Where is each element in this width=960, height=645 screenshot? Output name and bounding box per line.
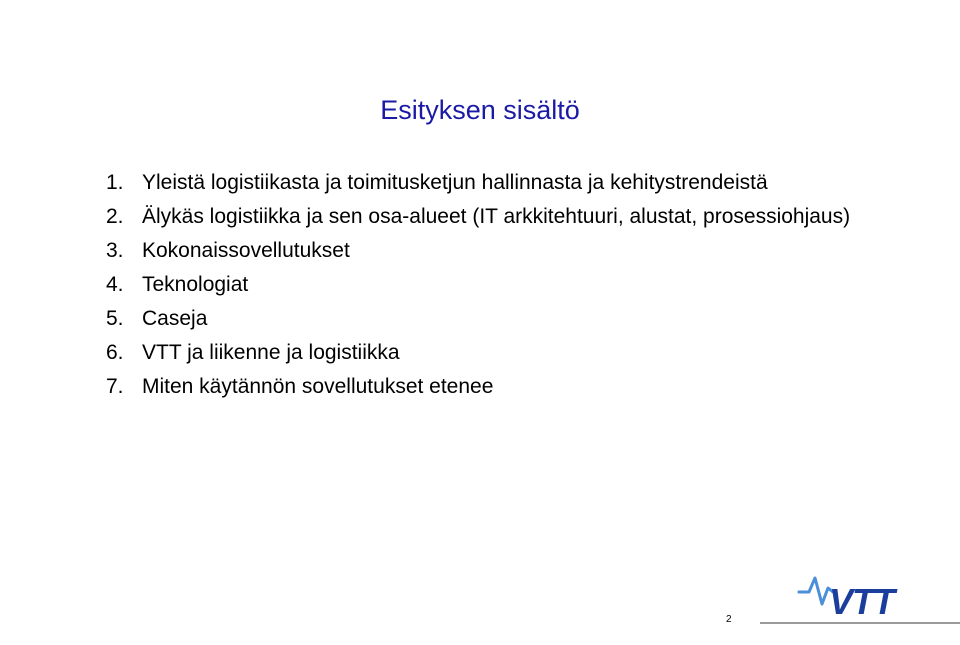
list-item-number: 5. <box>106 307 124 330</box>
vtt-wave-icon <box>799 578 833 604</box>
page-number: 2 <box>726 614 732 625</box>
vtt-logo <box>795 570 925 620</box>
list-item-number: 1. <box>106 171 124 194</box>
list-item-text: Yleistä logistiikasta ja toimitusketjun hallinnasta ja kehitystrendeistä <box>142 171 768 194</box>
list-item-text: VTT ja liikenne ja logistiikka <box>142 341 400 364</box>
list-item-number: 2. <box>106 205 124 228</box>
list-item-text: Miten käytännön sovellutukset etenee <box>142 375 494 398</box>
slide-title: Esityksen sisältö <box>380 95 580 125</box>
list-item-number: 4. <box>106 273 124 296</box>
list-item-number: 7. <box>106 375 124 398</box>
list-item <box>106 272 906 298</box>
list-item <box>106 204 906 230</box>
list-item <box>106 170 906 196</box>
list-item-number: 6. <box>106 341 124 364</box>
list-item-text: Teknologiat <box>142 273 249 296</box>
list-item-text: Caseja <box>142 307 208 330</box>
list-item <box>106 238 906 264</box>
footer-divider <box>760 622 960 624</box>
list-item-number: 3. <box>106 239 124 262</box>
content-list <box>106 170 906 408</box>
list-item-text: Älykäs logistiikka ja sen osa-alueet (IT arkkitehtuuri, alustat, prosessiohjaus) <box>142 205 851 228</box>
list-item <box>106 340 906 366</box>
list-item <box>106 306 906 332</box>
list-item <box>106 374 906 400</box>
list-item-text: Kokonaissovellutukset <box>142 239 350 262</box>
logo-text: VTT <box>829 581 894 620</box>
